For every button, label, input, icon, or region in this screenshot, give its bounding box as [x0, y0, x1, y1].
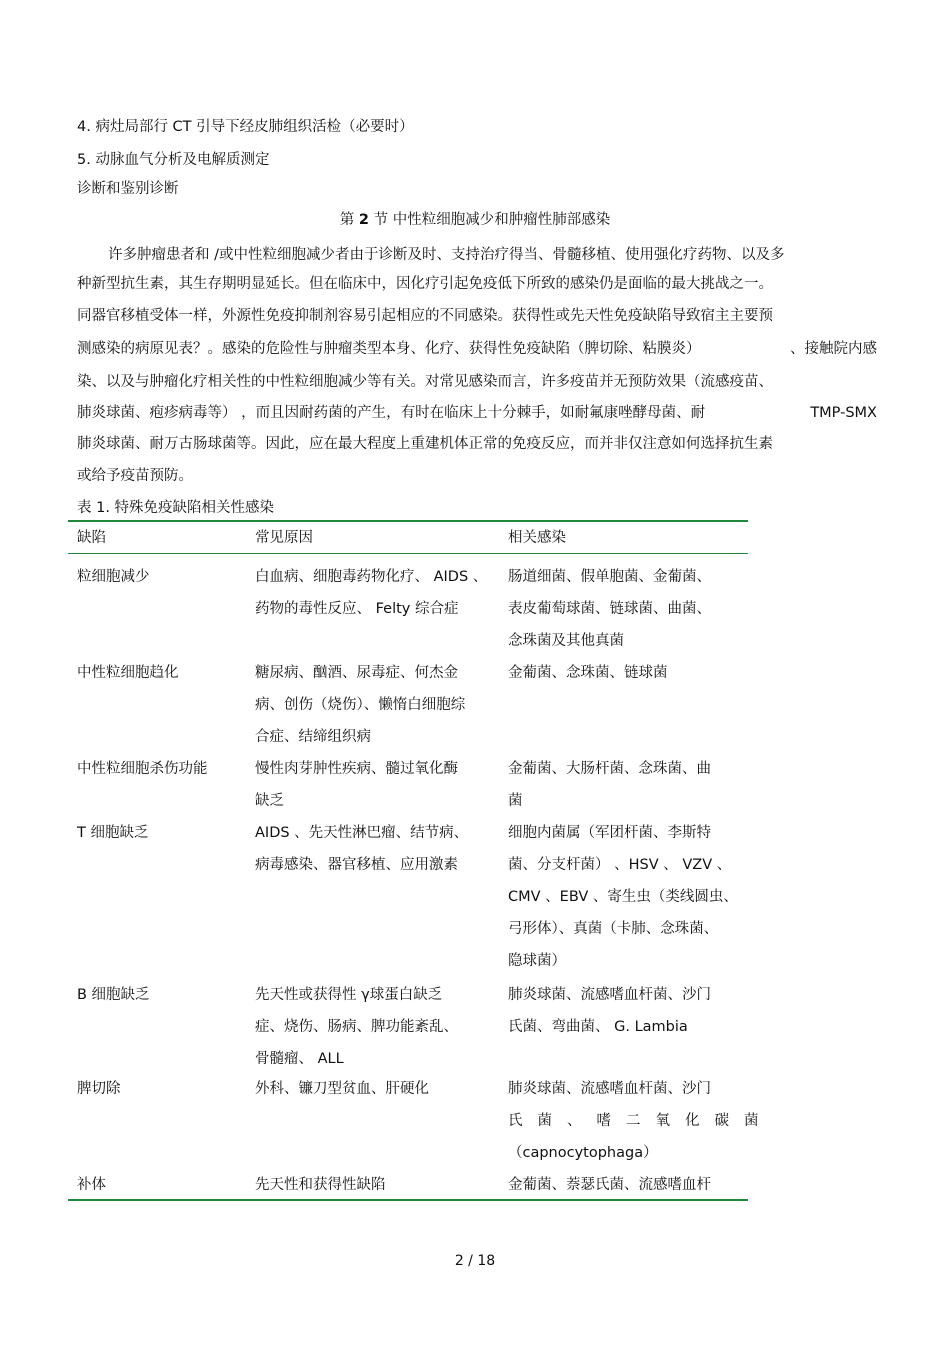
cell-defect: 粒细胞减少	[77, 569, 150, 585]
list-item: 4. 病灶局部行 CT 引导下经皮肺组织活检（必要时）	[77, 119, 414, 135]
cell-causes: 慢性肉芽肿性疾病、髓过氧化酶 缺乏	[255, 761, 458, 809]
section-title: 第 2 节 中性粒细胞减少和肿瘤性肺部感染	[339, 212, 611, 228]
cell-infections: 肺炎球菌、流感嗜血杆菌、沙门 氏菌、弯曲菌、 G. Lambia	[508, 987, 711, 1035]
paragraph-line: 种新型抗生素，其生存期明显延长。但在临床中，因化疗引起免疫低下所致的感染仍是面临的最大挑战之一。	[77, 276, 773, 292]
cell-infections: 金葡菌、大肠杆菌、念珠菌、曲 菌	[508, 761, 711, 809]
cell-causes: 糖尿病、酗酒、尿毒症、何杰金 病、创伤（烧伤）、懒惰白细胞综 合症、结缔组织病	[255, 665, 466, 745]
header-defect: 缺陷	[77, 530, 106, 546]
spread-line: 氏菌、嗜二氧化碳菌	[508, 1113, 774, 1129]
table-row	[68, 1073, 774, 1169]
list-item: 5. 动脉血气分析及电解质测定	[77, 152, 270, 168]
paragraph-line: 染、以及与肿瘤化疗相关性的中性粒细胞减少等有关。对常见感染而言，许多疫苗并无预防效果（流感疫苗、	[77, 374, 773, 390]
table-row	[68, 1169, 748, 1199]
cell-defect: 补体	[77, 1177, 106, 1193]
cell-defect: 脾切除	[77, 1081, 121, 1097]
cell-infections: 细胞内菌属（军团杆菌、李斯特 菌、分支杆菌） 、HSV 、 VZV 、 CMV 、EBV 、寄生虫（类线圆虫、 弓形体）、真菌（卡肺、念珠菌、 隐球菌）	[508, 825, 738, 969]
paragraph-line: 或给予疫苗预防。	[77, 468, 193, 484]
cell-causes: 白血病、细胞毒药物化疗、 AIDS 、 药物的毒性反应、 Felty 综合症	[255, 569, 488, 617]
table-row	[68, 979, 748, 1073]
cell-defect: T 细胞缺乏	[77, 825, 149, 841]
paragraph-line: 肺炎球菌、疱疹病毒等） ，而且因耐药菌的产生，有时在临床上十分棘手，如耐氟康唑酵母菌、耐 TMP-SMX	[77, 405, 877, 421]
cell-infections: 金葡菌、念珠菌、链球菌	[508, 665, 668, 681]
table-header-row	[68, 522, 748, 553]
cell-defect: B 细胞缺乏	[77, 987, 150, 1003]
paragraph-line: 测感染的病原见表？。感染的危险性与肿瘤类型本身、化疗、获得性免疫缺陷（脾切除、粘膜炎） 、接触院内感	[77, 341, 877, 357]
table-row	[68, 657, 748, 753]
page-number: 2 / 18	[454, 1253, 496, 1269]
paragraph-line: 许多肿瘤患者和 /或中性粒细胞减少者由于诊断及时、支持治疗得当、骨髓移植、使用强化疗药物、以及多	[108, 247, 785, 263]
table-caption: 表 1. 特殊免疫缺陷相关性感染	[77, 500, 275, 516]
cell-infections: 金葡菌、萘瑟氏菌、流感嗜血杆	[508, 1177, 711, 1193]
cell-causes: 外科、镰刀型贫血、肝硬化	[255, 1081, 429, 1097]
cell-infections: 肠道细菌、假单胞菌、金葡菌、 表皮葡萄球菌、链球菌、曲菌、 念珠菌及其他真菌	[508, 569, 711, 649]
table-row	[68, 561, 748, 657]
header-causes: 常见原因	[255, 530, 313, 546]
paragraph-line: 肺炎球菌、耐万古肠球菌等。因此，应在最大程度上重建机体正常的免疫反应，而并非仅注意如何选择抗生素	[77, 436, 773, 452]
cell-defect: 中性粒细胞杀伤功能	[77, 761, 208, 777]
cell-infections: 肺炎球菌、流感嗜血杆菌、沙门 氏菌、嗜二氧化碳菌 （capnocytophaga）	[508, 1081, 774, 1161]
cell-defect: 中性粒细胞趋化	[77, 665, 179, 681]
cell-causes: AIDS 、先天性淋巴瘤、结节病、 病毒感染、器官移植、应用激素	[255, 825, 469, 873]
infection-table	[68, 520, 774, 1201]
paragraph-line: 同器官移植受体一样，外源性免疫抑制剂容易引起相应的不同感染。获得性或先天性免疫缺陷导致宿主主要预	[77, 308, 773, 324]
table-row	[68, 753, 748, 817]
header-infections: 相关感染	[508, 530, 566, 546]
section-heading: 诊断和鉴别诊断	[77, 181, 179, 197]
cell-causes: 先天性和获得性缺陷	[255, 1177, 386, 1193]
table-row	[68, 817, 748, 979]
table-header-rule	[68, 553, 748, 554]
cell-causes: 先天性或获得性 γ球蛋白缺乏 症、烧伤、肠病、脾功能紊乱、 骨髓瘤、 ALL	[255, 987, 458, 1067]
